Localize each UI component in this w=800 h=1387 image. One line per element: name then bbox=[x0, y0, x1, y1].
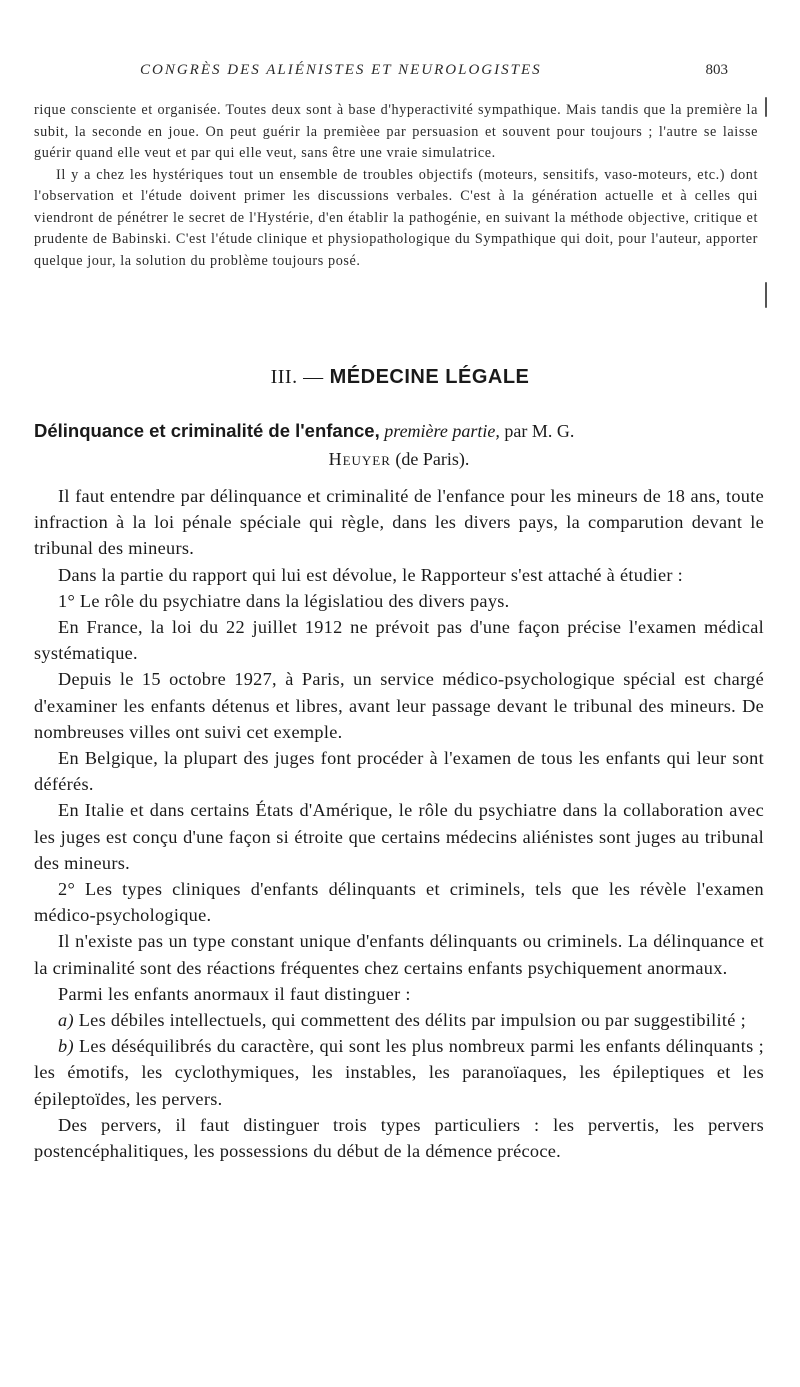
article-author: Heuyer bbox=[328, 449, 391, 469]
list-marker: b) bbox=[58, 1036, 74, 1057]
margin-mark bbox=[765, 282, 767, 308]
list-item bbox=[34, 1007, 764, 1033]
body-paragraph: En Belgique, la plupart des juges font procéder à l'examen de tous les enfants qui leur sont déférés. bbox=[34, 748, 764, 795]
previous-paragraph-2: Il y a chez les hystériques tout un ensemble de troubles objectifs (moteurs, sensitifs, vaso-moteurs, etc.) dont l'observation et l'étude doivent primer les discussions verbales. C'est à la génération actuelle et à celles qui viendront de pénétrer le secret de l'Hystérie, d'en établir la pathogénie, en suivant la méthode objective, critique et prudente de Babinski. C'est l'étude clinique et physiopathologique du Sympathique qui doit, pour l'auteur, apporter quelque jour, la solution du problème toujours posé. bbox=[34, 166, 758, 269]
list-item bbox=[34, 1033, 764, 1112]
article-title: Délinquance et criminalité de l'enfance, bbox=[34, 420, 380, 441]
page-number: 803 bbox=[705, 62, 728, 78]
section-heading bbox=[0, 366, 800, 389]
body-paragraph: Il n'existe pas un type constant unique d'enfants délinquants ou criminels. La délinquance et la criminalité sont des réactions fréquentes chez certains enfants psychiquement anormaux. bbox=[34, 931, 764, 978]
body-paragraph: Parmi les enfants anormaux il faut distinguer : bbox=[58, 983, 411, 1004]
list-item-text: Les débiles intellectuels, qui commettent des délits par impulsion ou par suggestibilité ; bbox=[78, 1010, 746, 1031]
body-paragraph: Depuis le 15 octobre 1927, à Paris, un service médico-psychologique spécial est chargé d'examiner les enfants détenus et libres, avant leur passage devant le tribunal des mineurs. De nombreuses villes ont suivi cet exemple. bbox=[34, 669, 764, 742]
body-paragraph: En Italie et dans certains États d'Amérique, le rôle du psychiatre dans la collaboration avec les juges est conçu d'une façon si étroite que certains médecins aliénistes sont juges au tribunal des mineurs. bbox=[34, 800, 764, 873]
body-paragraph: En France, la loi du 22 juillet 1912 ne prévoit pas d'une façon précise l'examen médical systématique. bbox=[34, 617, 764, 664]
list-marker: a) bbox=[58, 1010, 74, 1031]
margin-mark bbox=[765, 97, 767, 117]
running-header-title: CONGRÈS DES ALIÉNISTES ET NEUROLOGISTES bbox=[140, 62, 542, 78]
previous-paragraph-1: rique consciente et organisée. Toutes deux sont à base d'hyperactivité sympathique. Mais tandis que la première la subit, la seconde en joue. On peut guérir la premièee par persuasion et souvent pour toujours ; l'autre se laisse guérir quand elle veut et par qui elle veut, sans être une vraie simulatrice. bbox=[34, 102, 758, 161]
article-by: par M. G. bbox=[504, 421, 575, 441]
section-number: III. — bbox=[270, 366, 324, 388]
body-paragraph: Il faut entendre par délinquance et criminalité de l'enfance pour les mineurs de 18 ans, toute infraction à la loi pénale spéciale qui règle, dans les divers pays, la comparution devant le tribunal des mineurs. bbox=[34, 486, 764, 559]
article-body bbox=[34, 483, 764, 1164]
previous-section-text bbox=[34, 100, 758, 272]
body-paragraph: 1° Le rôle du psychiatre dans la législatiou des divers pays. bbox=[58, 590, 510, 611]
body-paragraph: Dans la partie du rapport qui lui est dévolue, le Rapporteur s'est attaché à étudier : bbox=[58, 564, 684, 585]
body-paragraph: Des pervers, il faut distinguer trois types particuliers : les pervertis, les pervers postencéphalitiques, les possessions du début de la démence précoce. bbox=[34, 1114, 764, 1162]
article-part: première partie, bbox=[384, 421, 500, 441]
body-paragraph: 2° Les types cliniques d'enfants délinquants et criminels, tels que les révèle l'examen médico-psychologique. bbox=[34, 879, 764, 926]
article-heading bbox=[34, 417, 764, 473]
list-item-text: Les déséquilibrés du caractère, qui sont les plus nombreux parmi les enfants délinquants ; les émotifs, les cyclothymiques, les instables, les paranoïaques, les épileptiques et les épileptoïdes, les pervers. bbox=[34, 1036, 765, 1109]
article-place: (de Paris). bbox=[395, 449, 470, 469]
section-title: MÉDECINE LÉGALE bbox=[329, 366, 530, 388]
